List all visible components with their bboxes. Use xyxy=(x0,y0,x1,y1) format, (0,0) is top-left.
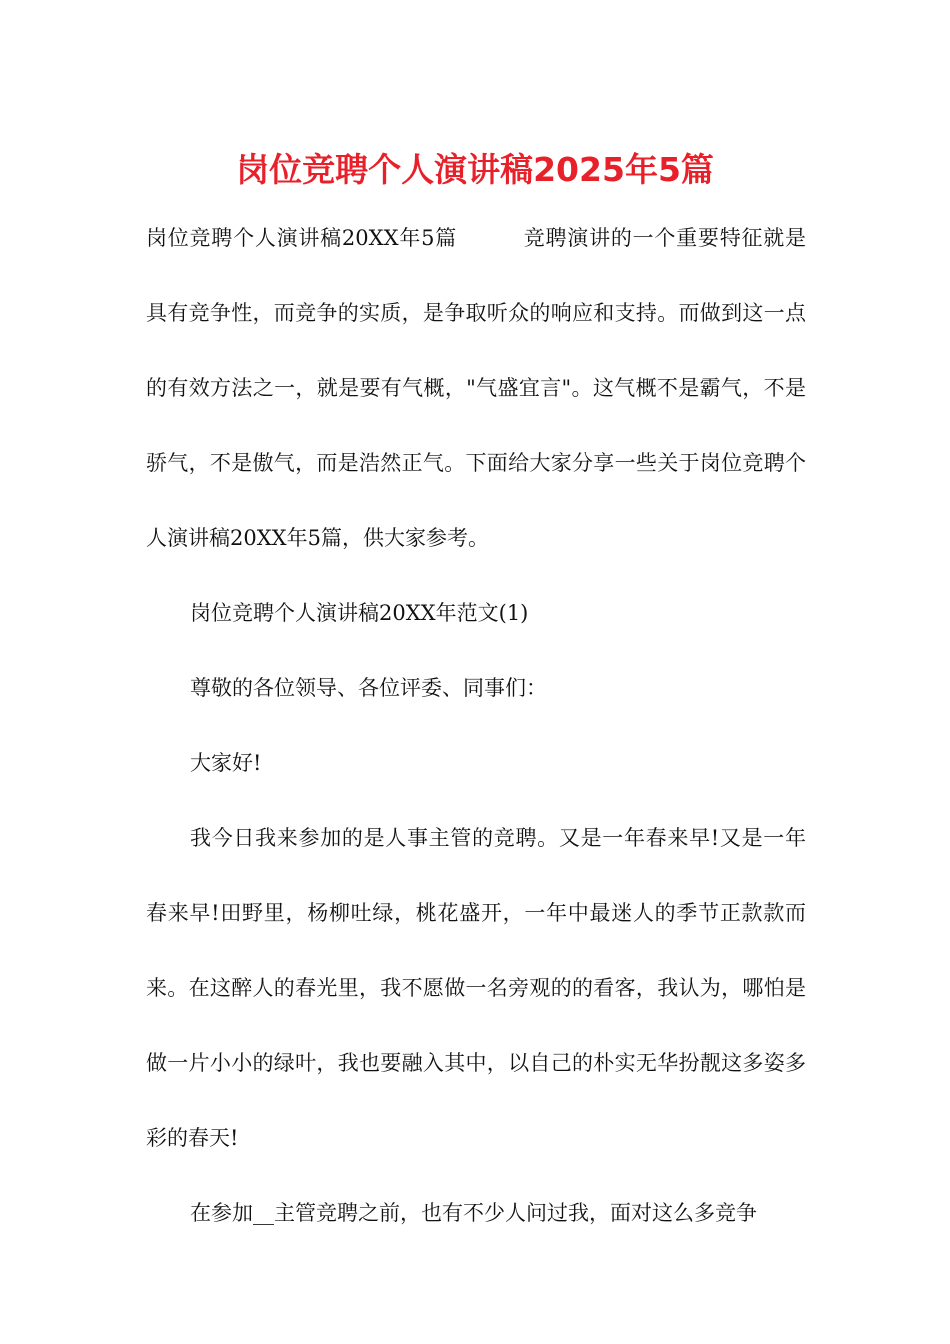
intro-title: 岗位竞聘个人演讲稿20XX年5篇 xyxy=(146,226,457,250)
salutation: 尊敬的各位领导、各位评委、同事们： xyxy=(190,676,547,700)
body-paragraph: 在参加__主管竞聘之前，也有不少人问过我，面对这么多竞争 xyxy=(190,1201,757,1225)
section-heading: 岗位竞聘个人演讲稿20XX年范文(1) xyxy=(190,601,529,625)
intro-body: 竞聘演讲的一个重要特征就是具有竞争性，而竞争的实质，是争取听众的响应和支持。而做到这一点的有效方法之一，就是要有气概，"气盛宜言"。这气概不是霸气，不是骄气，不是傲气，而是浩然正气。下面给大家分享一些关于岗位竞聘个人演讲稿20XX年5篇，供大家参考。 xyxy=(146,226,807,550)
greeting: 大家好! xyxy=(190,751,262,775)
document-title: 岗位竞聘个人演讲稿2025年5篇 xyxy=(236,150,714,189)
document-body xyxy=(146,201,806,1251)
body-paragraph: 我今日我来参加的是人事主管的竞聘。又是一年春来早!又是一年春来早!田野里，杨柳吐绿，桃花盛开，一年中最迷人的季节正款款而来。在这醉人的春光里，我不愿做一名旁观的的看客，我认为，哪怕是做一片小小的绿叶，我也要融入其中，以自己的朴实无华扮靓这多姿多彩的春天! xyxy=(146,826,806,1150)
intro-paragraph xyxy=(146,201,806,576)
